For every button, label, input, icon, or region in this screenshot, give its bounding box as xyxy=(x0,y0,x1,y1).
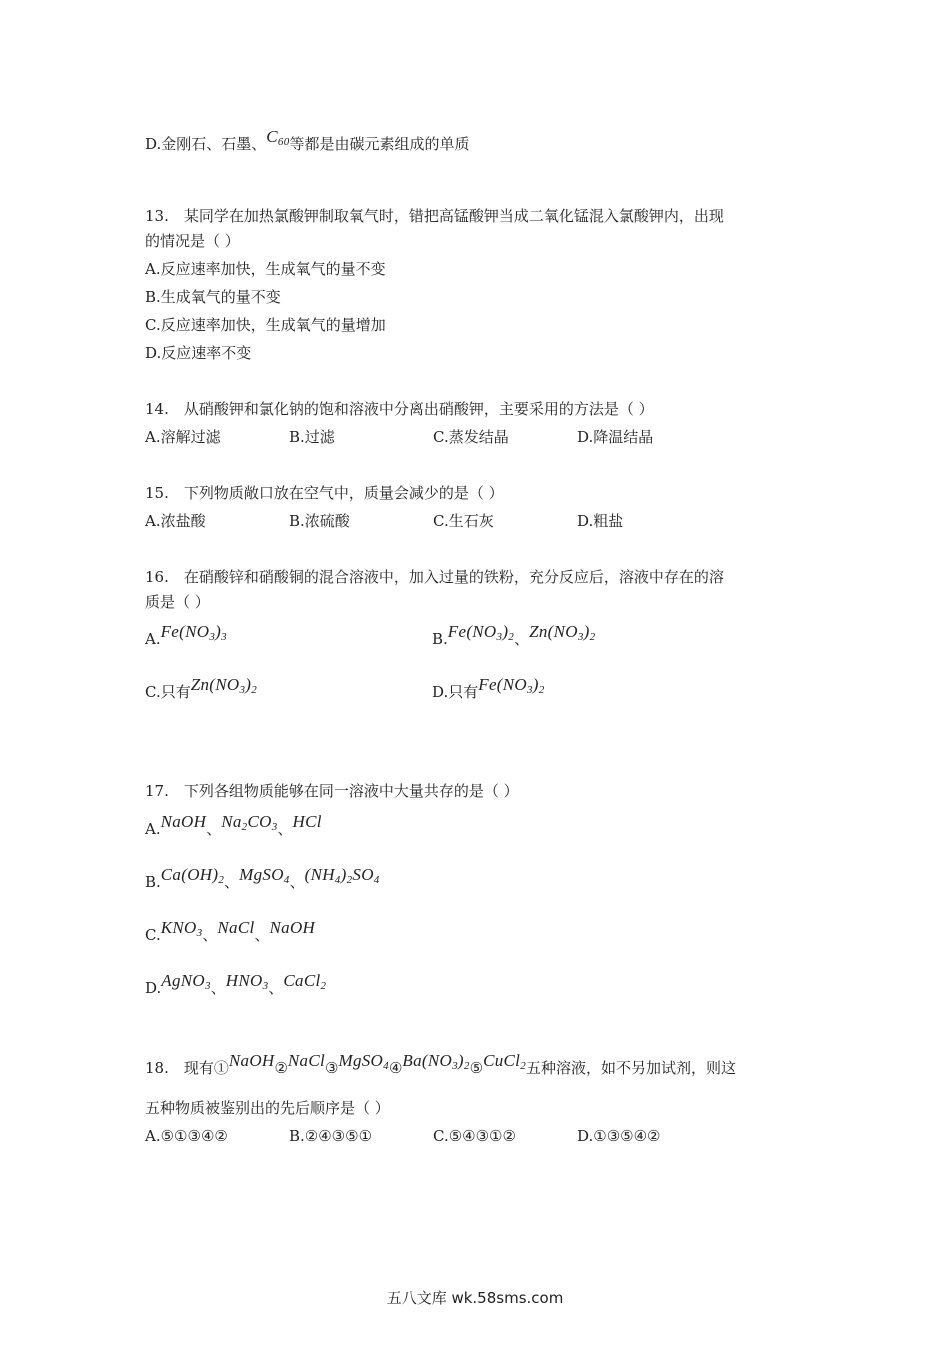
q16-stem-line2: 质是（ ） xyxy=(145,593,210,611)
formula-cucl2: CuCl$_2$ xyxy=(483,1051,527,1072)
q18-stem-line2: 五种物质被鉴别出的先后顺序是（ ） xyxy=(145,1099,390,1117)
q13-option-d: D.反应速率不变 xyxy=(145,344,252,362)
q16-stem-line1: 16. 在硝酸锌和硝酸铜的混合溶液中，加入过量的铁粉，充分反应后，溶液中存在的溶 xyxy=(145,568,724,586)
q15-option-b: B.浓硫酸 xyxy=(289,512,350,530)
q17-option-c: $C.KNO_3$、NaCl、NaOH xyxy=(145,918,316,944)
formula-fe-no3-2: $Fe(NO_3)_2$ xyxy=(478,675,545,696)
formula-na2co3: $Na_2CO_3$ xyxy=(221,812,278,833)
formula-naoh: NaOH xyxy=(269,918,316,937)
q13-stem-line1: 13. 某同学在加热氯酸钾制取氧气时，错把高锰酸钾当成二氧化锰混入氯酸钾内，出现 xyxy=(145,207,724,225)
formula-agno3: AgNO$_3$ xyxy=(161,971,211,992)
q15-option-c: C.生石灰 xyxy=(433,512,494,530)
q15-option-d: D.粗盐 xyxy=(577,512,624,530)
q18-option-c: C.⑤④③①② xyxy=(433,1127,516,1145)
footer-watermark: 五八文库 wk.58sms.com xyxy=(386,1289,564,1307)
q13-stem-line2: 的情况是（ ） xyxy=(145,232,240,250)
formula-fe-no3-2: $Fe(NO_3)_2$ xyxy=(447,622,515,643)
formula-fe-no3-3: $Fe(NO_3)_3$ xyxy=(160,622,227,643)
q15-options xyxy=(145,510,845,532)
q15-stem: 15. 下列物质敞口放在空气中，质量会减少的是（ ） xyxy=(145,484,504,502)
q13-option-b: B.生成氧气的量不变 xyxy=(145,288,281,306)
q14-options xyxy=(145,426,845,448)
q12-option-d-suffix: 等都是由碳元素组成的单质 xyxy=(289,135,470,153)
q17-option-d: D.AgNO$_3$、$HNO_3$、CaCl$_2$ xyxy=(145,971,327,997)
formula-kno3: $KNO_3$ xyxy=(160,918,203,939)
formula-naoh: NaOH xyxy=(228,1051,275,1070)
formula-nacl: NaCl xyxy=(287,1051,326,1070)
q14-option-b: B.过滤 xyxy=(289,428,335,446)
formula-mgso4: MgSO$_4$ xyxy=(239,865,290,886)
q13-option-a: A.反应速率加快，生成氧气的量不变 xyxy=(145,260,386,278)
formula-zn-no3-2: $Zn(NO_3)_2$ xyxy=(190,675,258,696)
q16-option-d: D.只有$Fe(NO_3)_2$ xyxy=(432,675,545,701)
q15-option-a: A.浓盐酸 xyxy=(145,512,206,530)
q14-option-d: D.降温结晶 xyxy=(577,428,654,446)
formula-ba-no3-2: $Ba(NO_3)_2$ xyxy=(402,1051,470,1072)
q14-stem: 14. 从硝酸钾和氯化钠的饱和溶液中分离出硝酸钾，主要采用的方法是（ ） xyxy=(145,400,654,418)
q18-options xyxy=(145,1125,845,1147)
formula-naoh: NaOH xyxy=(160,812,207,831)
q14-option-c: C.蒸发结晶 xyxy=(433,428,509,446)
q16-option-b: $B.Fe(NO_3)_2$、$Zn(NO_3)_2$ xyxy=(432,622,596,648)
q16-option-a: $A.Fe(NO_3)_3$ xyxy=(145,622,227,648)
formula-hno3: $HNO_3$ xyxy=(225,971,269,992)
formula-mgso4: MgSO$_4$ xyxy=(338,1051,389,1072)
q18-option-a: A.⑤①③④② xyxy=(145,1127,228,1145)
formula-c60: $C_{60}$ xyxy=(266,127,290,148)
q17-option-a: A.NaOH、$Na_2CO_3$、HCl xyxy=(145,812,322,838)
q18-stem-line1: 18. 现有$①NaOH②NaCl③MgSO_4④Ba(NO_3)_2⑤CuCl_2$五种溶液，如不另加试剂，则这 xyxy=(145,1051,737,1077)
q17-option-b: $B.Ca(OH)_2$、MgSO$_4$、$(NH_4)_2SO_4$ xyxy=(145,865,380,891)
formula-nacl: NaCl xyxy=(217,918,255,937)
q14-option-a: A.溶解过滤 xyxy=(145,428,221,446)
q12-option-d-prefix: D.金刚石、石墨、 xyxy=(145,135,267,153)
formula-zn-no3-2: $Zn(NO_3)_2$ xyxy=(529,622,596,643)
q16-option-c: C.只有$Zn(NO_3)_2$ xyxy=(145,675,258,701)
q12-option-d xyxy=(145,127,470,155)
formula-cacl2: CaCl$_2$ xyxy=(283,971,327,992)
q17-stem: 17. 下列各组物质能够在同一溶液中大量共存的是（ ） xyxy=(145,782,519,800)
q18-option-d: D.①③⑤④② xyxy=(577,1127,661,1145)
formula-hcl: HCl xyxy=(292,812,322,831)
q13-option-c: C.反应速率加快，生成氧气的量增加 xyxy=(145,316,386,334)
formula-caoh2: $Ca(OH)_2$ xyxy=(160,865,225,886)
q18-option-b: B.②④③⑤① xyxy=(289,1127,373,1145)
formula-nh4-2so4: $(NH_4)_2SO_4$ xyxy=(304,865,380,886)
